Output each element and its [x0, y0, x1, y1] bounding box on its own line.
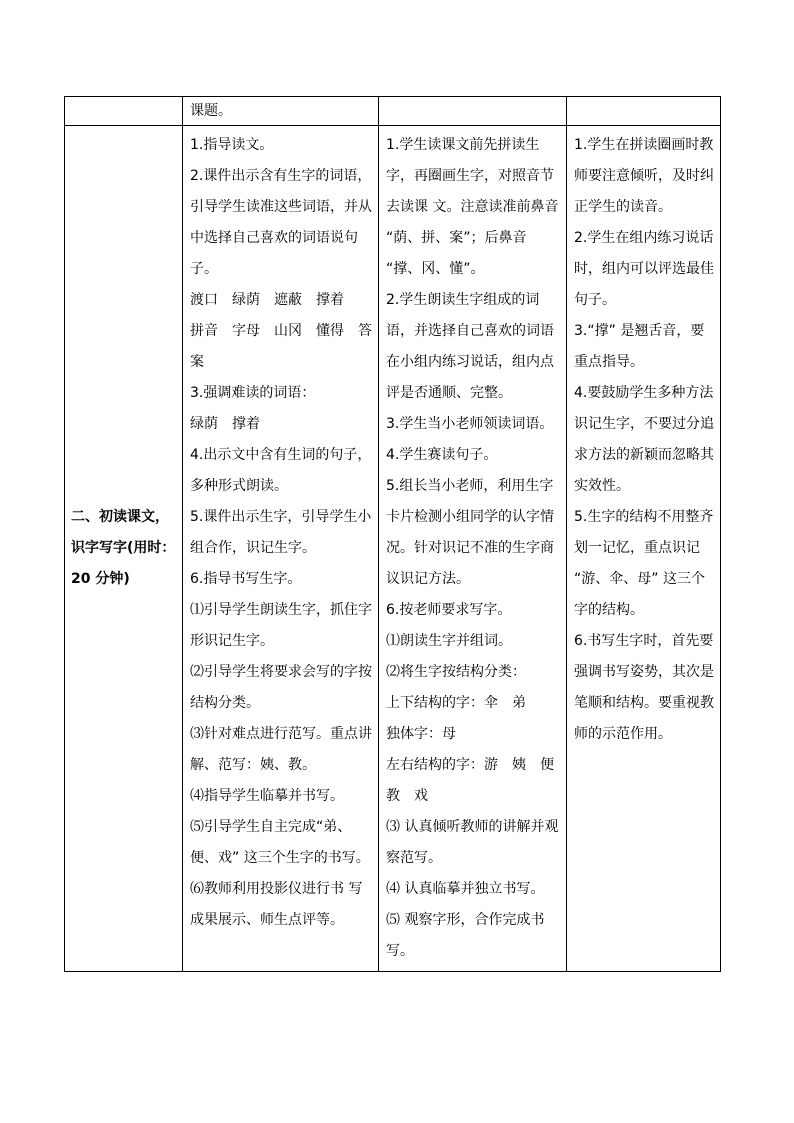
teacher-line: ⑶针对难点进行范写。重点讲解、范写：姨、教。	[190, 726, 372, 773]
student-line: 独体字：母	[386, 726, 456, 742]
note-line: 3.“撑” 是翘舌音，要重点指导。	[574, 323, 705, 370]
teacher-activity-cell: 课题。	[183, 97, 379, 126]
teacher-line: 绿荫 撑着	[190, 416, 260, 432]
teacher-line: 5.课件出示生字，引导学生小组合作，识记生字。	[190, 509, 372, 556]
student-line: 5.组长当小老师，利用生字卡片检测小组同学的认字情况。针对识记不准的生字商议识记方法。	[386, 478, 554, 587]
student-line: 上下结构的字：伞 弟	[386, 695, 526, 711]
student-line: 6.按老师要求写字。	[386, 602, 512, 618]
teacher-line: ⑷指导学生临摹并书写。	[190, 788, 344, 804]
student-activity-cell	[379, 97, 567, 126]
teacher-line: ⑴引导学生朗读生字，抓住字形识记生字。	[190, 602, 372, 649]
teacher-line: 4.出示文中含有生词的句子，多种形式朗读。	[190, 447, 372, 494]
lesson-plan-table	[64, 96, 721, 972]
note-line: 4.要鼓励学生多种方法识记生字，不要过分追求方法的新颖而忽略其实效性。	[574, 385, 714, 494]
student-line: 1.学生读课文前先拼读生字，再圈画生字，对照音节去读课 文。注意读准前鼻音 “荫、拼、案”；后鼻音 “撑、冈、懂”。	[386, 137, 559, 277]
note-line: 5.生字的结构不用整齐划一记忆，重点识记 “游、伞、母” 这三个字的结构。	[574, 509, 714, 618]
stage-cell	[65, 97, 183, 126]
teacher-line: 3.强调难读的词语：	[190, 385, 316, 401]
teacher-line: ⑸引导学生自主完成“弟、便、戏” 这三个生字的书写。	[190, 819, 370, 866]
stage-cell: 二、初读课文，识字写字(用时：20 分钟)	[65, 126, 183, 972]
teacher-line: ⑹教师利用投影仪进行书 写成果展示、师生点评等。	[190, 881, 363, 928]
teacher-activity-cell	[183, 126, 379, 972]
teacher-line: 渡口 绿荫 遮蔽 撑着	[190, 292, 344, 308]
student-line: ⑷ 认真临摹并独立书写。	[386, 881, 545, 897]
design-note-cell	[567, 126, 721, 972]
teacher-line: 6.指导书写生字。	[190, 571, 302, 587]
student-activity-cell	[379, 126, 567, 972]
note-line: 1.学生在拼读圈画时教师要注意倾听，及时纠正学生的读音。	[574, 137, 714, 215]
teacher-line: 2.课件出示含有生字的词语，引导学生读准这些词语，并从中选择自己喜欢的词语说句子。	[190, 168, 372, 277]
design-note-cell	[567, 97, 721, 126]
student-line: 左右结构的字：游 姨 便 教 戏	[386, 757, 568, 804]
table-row	[65, 97, 721, 126]
student-line: 4.学生赛读句子。	[386, 447, 498, 463]
note-line: 6.书写生字时，首先要强调书写姿势，其次是笔顺和结构。要重视教师的示范作用。	[574, 633, 714, 742]
student-line: ⑶ 认真倾听教师的讲解并观 察范写。	[386, 819, 559, 866]
student-line: 2.学生朗读生字组成的词语，并选择自己喜欢的词语在小组内练习说话，组内点评是否通顺、完整。	[386, 292, 554, 401]
teacher-line: 1.指导读文。	[190, 137, 274, 153]
teacher-line: 拼音 字母 山冈 懂得 答案	[190, 323, 372, 370]
student-line: ⑴朗读生字并组词。	[386, 633, 512, 649]
student-line: ⑵将生字按结构分类：	[386, 664, 526, 680]
student-line: ⑸ 观察字形，合作完成书写。	[386, 912, 545, 959]
student-line: 3.学生当小老师领读词语。	[386, 416, 554, 432]
table-row	[65, 126, 721, 972]
teacher-line: ⑵引导学生将要求会写的字按结构分类。	[190, 664, 372, 711]
note-line: 2.学生在组内练习说话时，组内可以评选最佳句子。	[574, 230, 714, 308]
